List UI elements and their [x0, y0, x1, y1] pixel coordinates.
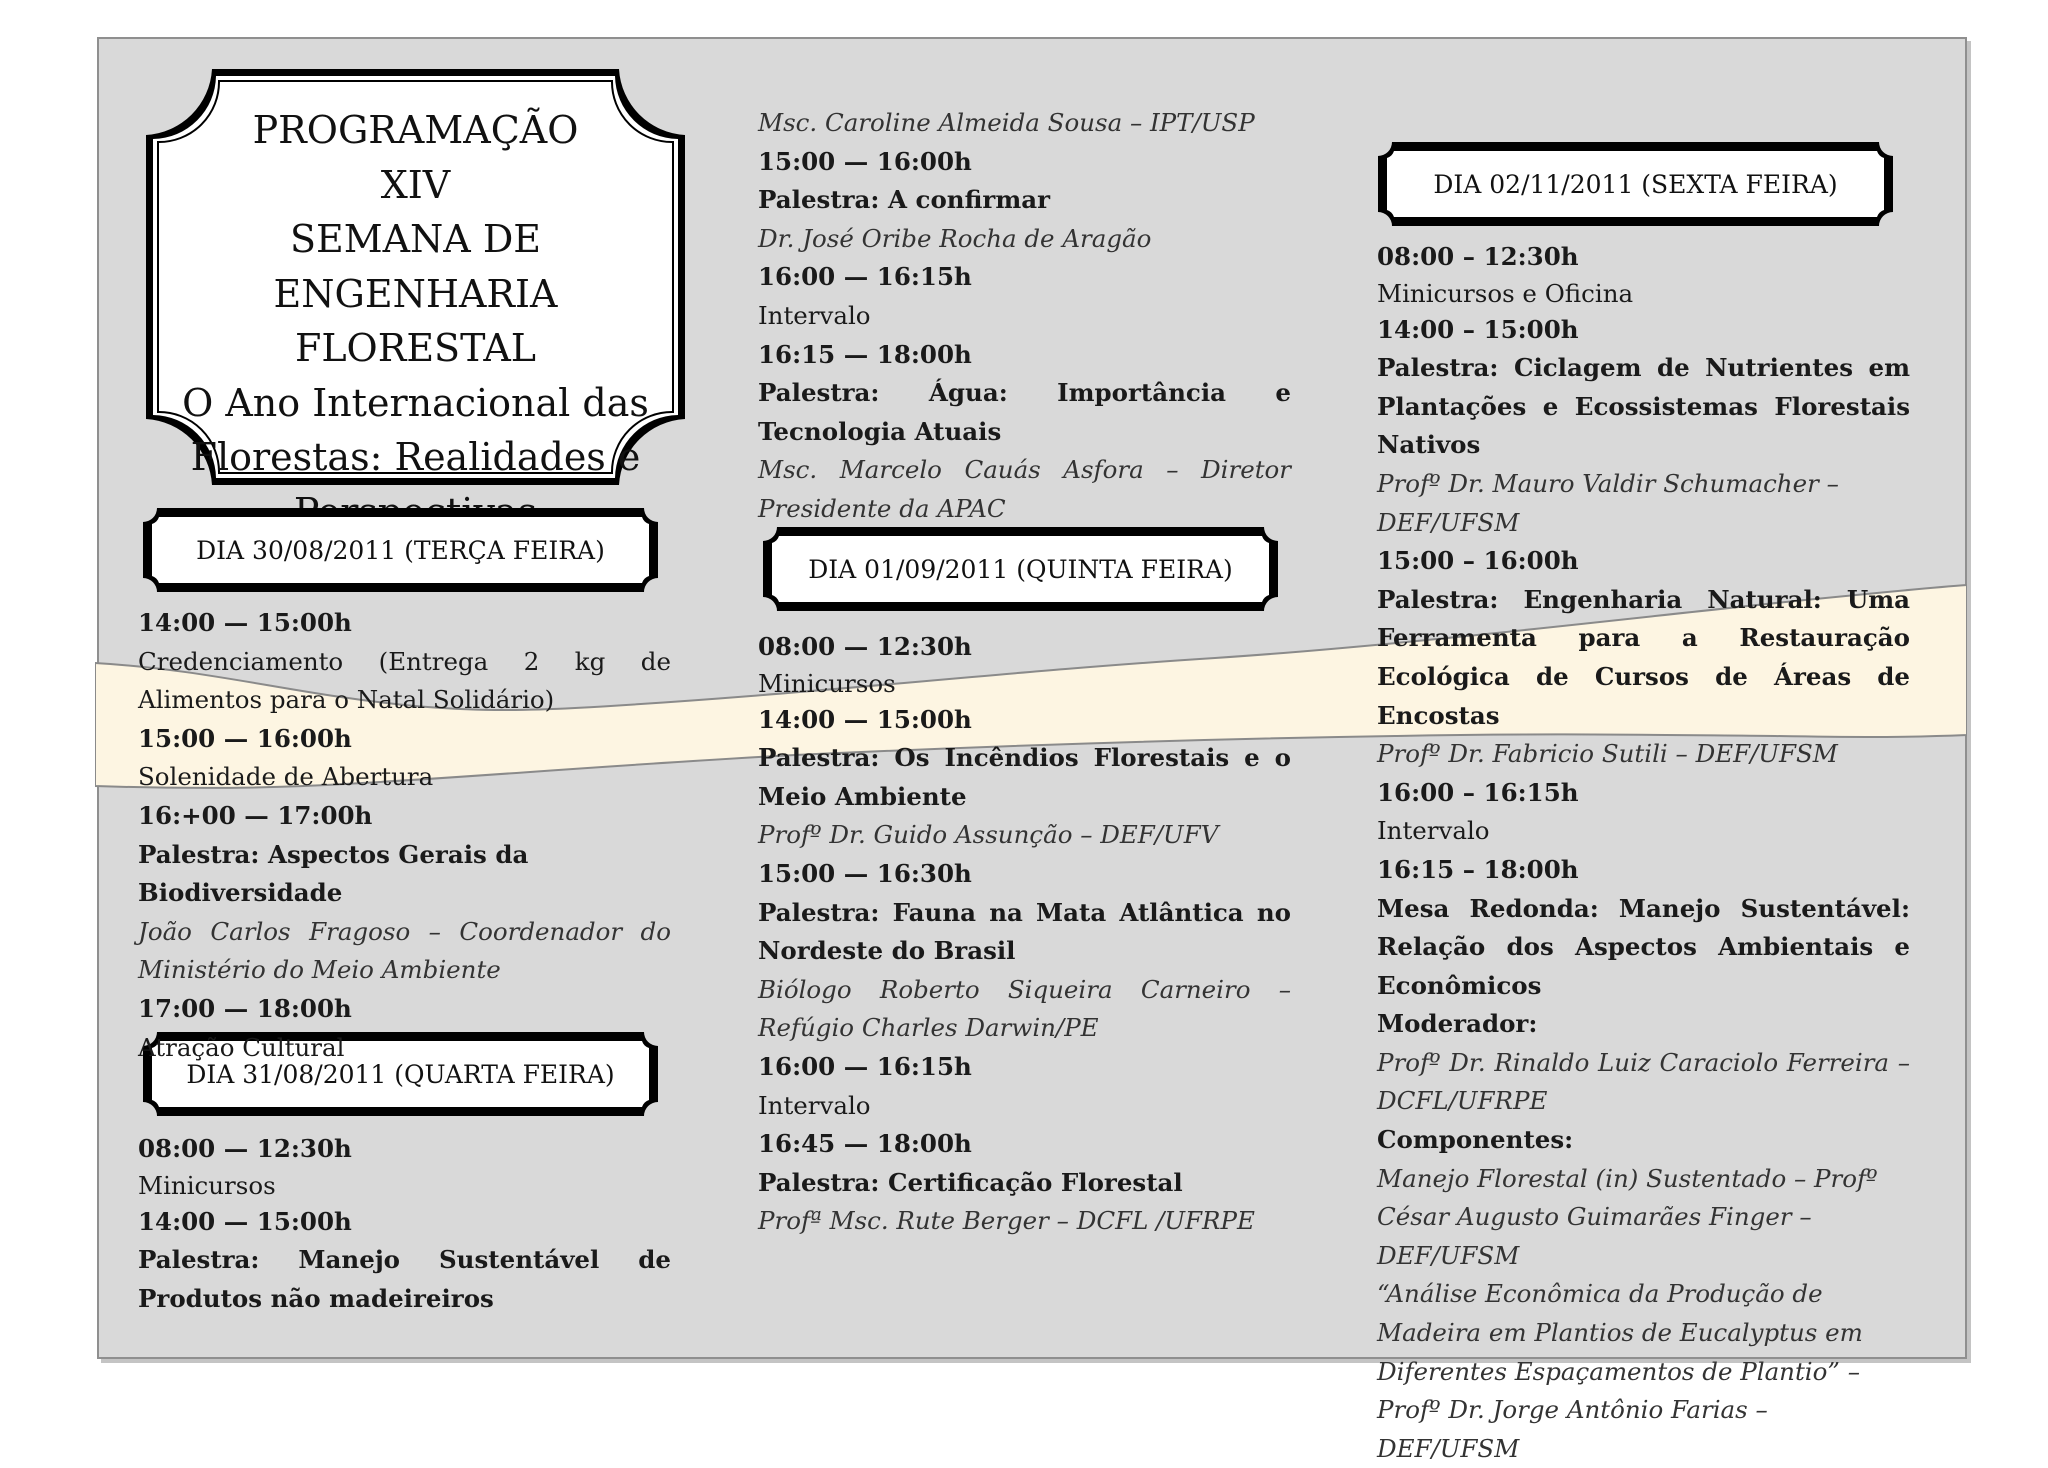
day-header-1	[143, 508, 658, 592]
day-header-4	[1378, 142, 1893, 226]
title-line: FLORESTAL	[294, 326, 537, 370]
day4-schedule	[1377, 238, 1910, 1468]
round-table-title: Mesa Redonda: Manejo Sustentável: Relação dos Aspectos Ambientais e Econômicos	[1377, 893, 1910, 1000]
talk-title: Palestra: Manejo Sustentável de Produtos não madeireiros	[138, 1245, 671, 1313]
talk-title: Palestra: Aspectos Gerais da Biodiversidade	[138, 839, 529, 908]
speaker: João Carlos Fragoso – Coordenador do Ministério do Meio Ambiente	[138, 916, 671, 985]
talk-title: Palestra: Engenharia Natural: Uma Ferramenta para a Restauração Ecológica de Cursos de Áreas de Encostas	[1377, 584, 1910, 730]
day-header-3	[763, 527, 1278, 611]
activity: Atração Cultural	[138, 1032, 345, 1062]
components-label: Componentes:	[1377, 1125, 1574, 1155]
speaker: Msc. Marcelo Cauás Asfora – Diretor Presidente da APAC	[758, 455, 1291, 523]
activity: Minicursos e Oficina	[1377, 278, 1634, 308]
talk-title: Palestra: Certificação Florestal	[758, 1167, 1183, 1197]
time-slot: 08:00 – 12:30h	[1377, 242, 1579, 271]
time-slot: 14:00 — 15:00h	[138, 608, 352, 637]
title-line: Florestas: Realidades e	[190, 435, 641, 479]
title-line: PROGRAMAÇÃO	[252, 108, 579, 152]
time-slot: 16:45 — 18:00h	[758, 1129, 972, 1159]
time-slot: 17:00 — 18:00h	[138, 993, 352, 1023]
time-slot: 16:15 – 18:00h	[1377, 854, 1579, 884]
day-label: DIA 31/08/2011 (QUARTA FEIRA)	[186, 1059, 615, 1089]
time-slot: 15:00 – 16:00h	[1377, 546, 1579, 576]
time-slot: 16:00 – 16:15h	[1377, 777, 1579, 807]
time-slot: 16:15 — 18:00h	[758, 339, 972, 369]
component: “Análise Econômica da Produção de Madeira em Plantios de Eucalyptus em Diferentes Espaçamentos de Plantio” – Profº Dr. Jorge Antônio Farias – DEF/UFSM	[1377, 1279, 1863, 1463]
speaker: Dr. José Oribe Rocha de Aragão	[758, 223, 1152, 253]
moderator: Profº Dr. Rinaldo Luiz Caraciolo Ferreira – DCFL/UFRPE	[1377, 1047, 1910, 1116]
time-slot: 14:00 — 15:00h	[138, 1206, 352, 1236]
talk-title: Palestra: Fauna na Mata Atlântica no Nordeste do Brasil	[758, 897, 1291, 966]
day2-schedule	[138, 1130, 671, 1318]
day2-schedule-continued	[758, 104, 1291, 529]
time-slot: 16:00 — 16:15h	[758, 1051, 972, 1081]
activity: Intervalo	[758, 1090, 871, 1120]
activity: Minicursos	[138, 1170, 276, 1200]
speaker: Biólogo Roberto Siqueira Carneiro – Refúgio Charles Darwin/PE	[758, 974, 1291, 1043]
title-line: XIV	[380, 162, 451, 207]
talk-title: Palestra: Os Incêndios Florestais e o Meio Ambiente	[758, 743, 1291, 811]
activity: Credenciamento (Entrega 2 kg de Alimentos para o Natal Solidário)	[138, 646, 671, 715]
time-slot: 15:00 — 16:30h	[758, 858, 972, 888]
day3-schedule	[758, 628, 1291, 1241]
time-slot: 08:00 — 12:30h	[138, 1134, 352, 1163]
time-slot: 15:00 — 16:00h	[758, 146, 972, 176]
time-slot: 15:00 — 16:00h	[138, 723, 352, 753]
speaker: Profº Dr. Mauro Valdir Schumacher – DEF/UFSM	[1377, 468, 1839, 537]
talk-title: Palestra: Água: Importância e Tecnologia Atuais	[758, 378, 1291, 446]
component: Manejo Florestal (in) Sustentado – Profº César Augusto Guimarães Finger – DEF/UFSM	[1377, 1163, 1878, 1270]
activity: Intervalo	[1377, 816, 1490, 846]
time-slot: 08:00 — 12:30h	[758, 632, 972, 661]
time-slot: 14:00 – 15:00h	[1377, 314, 1579, 344]
time-slot: 14:00 — 15:00h	[758, 704, 972, 734]
speaker: Profº Dr. Guido Assunção – DEF/UFV	[758, 820, 1219, 850]
time-slot: 16:00 — 16:15h	[758, 262, 972, 292]
moderator-label: Moderador:	[1377, 1009, 1538, 1039]
speaker: Msc. Caroline Almeida Sousa – IPT/USP	[758, 108, 1255, 137]
title-line: SEMANA DE ENGENHARIA	[273, 217, 558, 316]
speaker: Profº Dr. Fabricio Sutili – DEF/UFSM	[1377, 739, 1838, 769]
title-line: O Ano Internacional das	[182, 380, 649, 425]
program-title	[142, 103, 689, 539]
day1-schedule	[138, 604, 671, 1067]
day-label: DIA 30/08/2011 (TERÇA FEIRA)	[196, 535, 605, 565]
speaker: Profª Msc. Rute Berger – DCFL /UFRPE	[758, 1206, 1255, 1236]
activity: Solenidade de Abertura	[138, 762, 434, 792]
day-label: DIA 01/09/2011 (QUINTA FEIRA)	[808, 554, 1233, 584]
day-label: DIA 02/11/2011 (SEXTA FEIRA)	[1433, 169, 1838, 199]
activity: Minicursos	[758, 668, 896, 698]
talk-title: Palestra: Ciclagem de Nutrientes em Plantações e Ecossistemas Florestais Nativos	[1377, 353, 1910, 460]
activity: Intervalo	[758, 300, 871, 330]
talk-title: Palestra: A confirmar	[758, 185, 1051, 215]
time-slot: 16:+00 — 17:00h	[138, 800, 373, 830]
title-frame	[142, 65, 689, 489]
